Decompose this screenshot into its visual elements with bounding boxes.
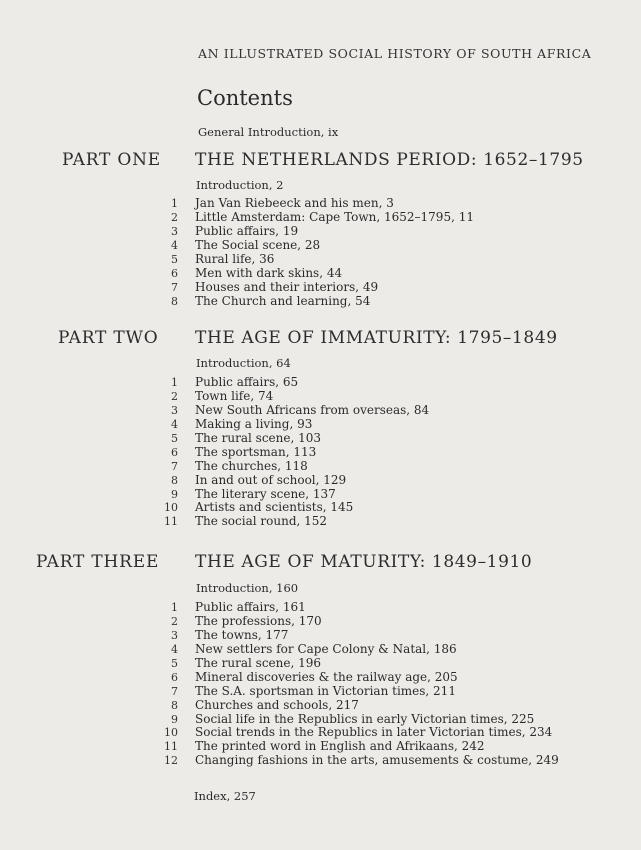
chapter-number: 2: [171, 210, 178, 224]
chapter-entry: [0, 740, 641, 754]
chapter-number: 5: [171, 252, 178, 266]
chapter-title: Social trends in the Republics in later Victorian times, 234: [195, 725, 553, 740]
chapter-entry: [0, 404, 641, 418]
chapter-title: The towns, 177: [195, 627, 289, 642]
chapter-title: The S.A. sportsman in Victorian times, 211: [195, 683, 456, 698]
chapter-number: 5: [171, 431, 178, 445]
chapter-entry: [0, 501, 641, 515]
chapter-entry: [0, 295, 641, 309]
chapter-title: The sportsman, 113: [195, 444, 317, 459]
chapter-entry: [0, 615, 641, 629]
part-two-introduction: Introduction, 64: [196, 356, 291, 370]
chapter-title: The rural scene, 196: [195, 655, 321, 670]
chapter-number: 1: [171, 601, 178, 614]
chapter-number: 7: [171, 280, 178, 294]
chapter-number: 9: [171, 712, 178, 726]
chapter-number: 12: [164, 754, 178, 768]
part-three-label: PART THREE: [36, 552, 160, 572]
chapter-entry: [0, 754, 641, 768]
chapter-entry: [0, 629, 641, 643]
chapter-title: Public affairs, 19: [195, 223, 299, 238]
chapter-title: The Church and learning, 54: [195, 293, 371, 308]
part-three-introduction: Introduction, 160: [196, 581, 299, 595]
part-one-chapter-list: [0, 197, 641, 309]
page-title: Contents: [197, 86, 293, 110]
chapter-title: Men with dark skins, 44: [195, 265, 343, 280]
chapter-title: Churches and schools, 217: [195, 697, 359, 712]
chapter-entry: [0, 211, 641, 225]
chapter-title: Making a living, 93: [195, 416, 313, 431]
chapter-entry: [0, 460, 641, 474]
chapter-number: 2: [171, 389, 178, 403]
chapter-title: Social life in the Republics in early Victorian times, 225: [195, 711, 535, 726]
chapter-entry: [0, 225, 641, 239]
chapter-title: Town life, 74: [195, 388, 274, 403]
chapter-number: 5: [171, 656, 178, 670]
part-two-label: PART TWO: [58, 328, 159, 348]
chapter-title: Houses and their interiors, 49: [195, 279, 379, 294]
chapter-title: Public affairs, 65: [195, 375, 299, 389]
chapter-entry: [0, 713, 641, 727]
chapter-title: Mineral discoveries & the railway age, 205: [195, 669, 458, 684]
chapter-entry: [0, 418, 641, 432]
chapter-title: The churches, 118: [195, 458, 308, 473]
chapter-number: 4: [171, 642, 178, 656]
part-two-chapter-list: [0, 376, 641, 529]
chapter-entry: [0, 432, 641, 446]
index-entry: Index, 257: [194, 789, 256, 803]
chapter-entry: [0, 281, 641, 295]
chapter-number: 1: [171, 376, 178, 389]
chapter-number: 2: [171, 614, 178, 628]
chapter-title: New South Africans from overseas, 84: [195, 402, 430, 417]
chapter-entry: [0, 601, 641, 615]
part-three-chapter-list: [0, 601, 641, 768]
chapter-title: New settlers for Cape Colony & Natal, 186: [195, 641, 457, 656]
chapter-entry: [0, 671, 641, 685]
chapter-entry: [0, 253, 641, 267]
chapter-number: 4: [171, 417, 178, 431]
chapter-title: Changing fashions in the arts, amusements & costume, 249: [195, 753, 559, 768]
chapter-number: 3: [171, 628, 178, 642]
chapter-entry: [0, 197, 641, 211]
chapter-entry: [0, 643, 641, 657]
part-one-title: THE NETHERLANDS PERIOD: 1652–1795: [195, 150, 584, 170]
chapter-title: Rural life, 36: [195, 251, 275, 266]
chapter-title: The Social scene, 28: [195, 237, 321, 252]
chapter-entry: [0, 267, 641, 281]
chapter-number: 6: [171, 266, 178, 280]
part-one-label: PART ONE: [62, 150, 162, 170]
chapter-entry: [0, 446, 641, 460]
chapter-entry: [0, 390, 641, 404]
chapter-entry: [0, 488, 641, 502]
chapter-title: Little Amsterdam: Cape Town, 1652–1795, 11: [195, 209, 474, 224]
chapter-number: 9: [171, 487, 178, 501]
chapter-title: Jan Van Riebeeck and his men, 3: [195, 196, 394, 210]
chapter-title: In and out of school, 129: [195, 472, 347, 487]
part-three-title: THE AGE OF MATURITY: 1849–1910: [195, 552, 533, 572]
general-introduction-entry: General Introduction, ix: [198, 125, 339, 139]
chapter-number: 3: [171, 403, 178, 417]
chapter-number: 10: [164, 726, 178, 740]
chapter-title: The printed word in English and Afrikaans, 242: [195, 739, 485, 754]
part-one-introduction: Introduction, 2: [196, 178, 284, 192]
chapter-entry: [0, 474, 641, 488]
chapter-entry: [0, 515, 641, 529]
chapter-number: 1: [171, 197, 178, 210]
chapter-number: 3: [171, 224, 178, 238]
chapter-number: 8: [171, 473, 178, 487]
chapter-number: 4: [171, 238, 178, 252]
chapter-entry: [0, 726, 641, 740]
chapter-title: The rural scene, 103: [195, 430, 321, 445]
chapter-number: 11: [164, 515, 178, 529]
chapter-number: 11: [164, 740, 178, 754]
chapter-entry: [0, 239, 641, 253]
chapter-title: Artists and scientists, 145: [195, 500, 354, 515]
chapter-number: 8: [171, 698, 178, 712]
chapter-entry: [0, 685, 641, 699]
chapter-number: 6: [171, 445, 178, 459]
book-title: AN ILLUSTRATED SOCIAL HISTORY OF SOUTH AFRICA: [198, 46, 592, 61]
chapter-number: 10: [164, 501, 178, 515]
chapter-number: 6: [171, 670, 178, 684]
chapter-title: The literary scene, 137: [195, 486, 336, 501]
part-two-title: THE AGE OF IMMATURITY: 1795–1849: [195, 328, 558, 348]
chapter-entry: [0, 376, 641, 390]
chapter-entry: [0, 657, 641, 671]
chapter-title: The social round, 152: [195, 514, 328, 529]
chapter-title: Public affairs, 161: [195, 600, 306, 614]
chapter-number: 7: [171, 459, 178, 473]
chapter-entry: [0, 699, 641, 713]
chapter-number: 8: [171, 294, 178, 308]
chapter-number: 7: [171, 684, 178, 698]
chapter-title: The professions, 170: [195, 613, 322, 628]
